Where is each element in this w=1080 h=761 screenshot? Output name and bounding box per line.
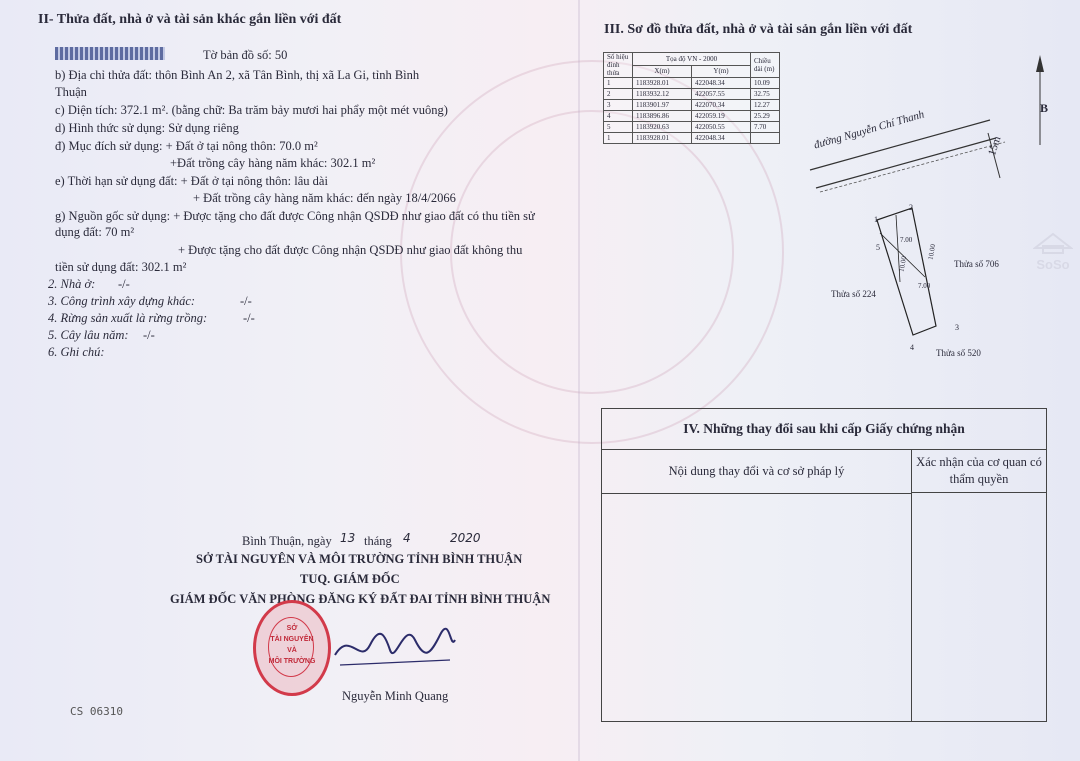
vertex-3: 3: [955, 323, 959, 332]
col-y: Y(m): [692, 65, 751, 78]
origin-line-3: + Được tặng cho đất được Công nhận QSDĐ như giao đất không thu: [178, 243, 523, 257]
coordinate-row: [604, 89, 780, 100]
item-4-label: 4. Rừng sản xuất là rừng trồng:: [48, 311, 208, 325]
vertex-4: 4: [910, 343, 914, 352]
item-4-value: -/-: [243, 311, 255, 325]
coordinate-row: [604, 133, 780, 144]
area: c) Diện tích: 372.1 m². (bằng chữ: Ba trăm bảy mươi hai phẩy một mét vuông): [55, 103, 448, 117]
vertex-id: 1: [604, 133, 633, 144]
usage-form: d) Hình thức sử dụng: Sử dụng riêng: [55, 121, 239, 135]
parcel-706: Thửa số 706: [954, 259, 999, 269]
map-sheet-number: Tờ bản đồ số: 50: [203, 48, 288, 62]
col-coordinates: Tọa độ VN - 2000: [633, 53, 751, 66]
item-6-label: 6. Ghi chú:: [48, 345, 105, 359]
col-vertex: Số hiệu đỉnh thửa: [604, 53, 633, 78]
north-arrow-label: B: [1040, 101, 1049, 115]
edge-length: 12.27: [751, 100, 780, 111]
edge-length: 25.29: [751, 111, 780, 122]
edge-length: 32.75: [751, 89, 780, 100]
road-width: 15m: [986, 134, 1004, 158]
vertex-id: 5: [604, 122, 633, 133]
authority-name: SỞ TÀI NGUYÊN VÀ MÔI TRƯỜNG TỈNH BÌNH THUẬN: [196, 552, 523, 566]
usage-term-1: e) Thời hạn sử dụng đất: + Đất ở tại nông thôn: lâu dài: [55, 174, 328, 188]
edge-length: 10.09: [751, 78, 780, 89]
y-coord: 422050.55: [692, 122, 751, 133]
coordinate-row: [604, 122, 780, 133]
y-coord: 422059.19: [692, 111, 751, 122]
parcel-diagram: [800, 50, 1070, 370]
vertex-1: 1: [874, 215, 878, 224]
x-coord: 1183896.86: [633, 111, 692, 122]
signature: [330, 610, 460, 670]
x-coord: 1183928.01: [633, 133, 692, 144]
y-coord: 422057.55: [692, 89, 751, 100]
item-2-value: -/-: [118, 277, 130, 291]
tuq-title: TUQ. GIÁM ĐỐC: [300, 572, 400, 586]
coordinate-row: [604, 78, 780, 89]
item-3-label: 3. Công trình xây dựng khác:: [48, 294, 196, 308]
y-coord: 422070.34: [692, 100, 751, 111]
coordinate-table: [603, 52, 780, 144]
watermark-logo: SoSo: [1028, 232, 1078, 272]
origin-line-2: dụng đất: 70 m²: [55, 225, 135, 239]
month-label: tháng: [364, 534, 392, 548]
dim-left: 10.00: [897, 255, 909, 273]
vertex-id: 3: [604, 100, 633, 111]
coordinate-row: [604, 100, 780, 111]
section-3-title: III. Sơ đồ thửa đất, nhà ở và tài sản gắn liền với đất: [604, 22, 913, 37]
changes-divider: [911, 493, 912, 721]
signing-place: Bình Thuận, ngày: [242, 534, 332, 548]
col-length: Chiều dài (m): [751, 53, 780, 78]
vertex-id: 4: [604, 111, 633, 122]
col-x: X(m): [633, 65, 692, 78]
vertex-2: 2: [909, 203, 913, 212]
road-name: đường Nguyễn Chí Thanh: [812, 108, 926, 152]
vertex-5: 5: [876, 243, 880, 252]
y-coord: 422048.34: [692, 78, 751, 89]
x-coord: 1183932.12: [633, 89, 692, 100]
x-coord: 1183928.01: [633, 78, 692, 89]
item-3-value: -/-: [240, 294, 252, 308]
y-coord: 422048.34: [692, 133, 751, 144]
item-2-label: 2. Nhà ở:: [48, 277, 96, 291]
origin-line-1: g) Nguồn gốc sử dụng: + Được tặng cho đất được Công nhận QSDĐ như giao đất có thu tiền sử: [55, 209, 535, 223]
usage-purpose-2: +Đất trồng cây hàng năm khác: 302.1 m²: [170, 156, 376, 170]
address-line-1: b) Địa chỉ thửa đất: thôn Bình An 2, xã Tân Bình, thị xã La Gi, tỉnh Bình: [55, 68, 420, 82]
x-coord: 1183901.97: [633, 100, 692, 111]
changes-col-content: Nội dung thay đổi và cơ sở pháp lý: [602, 450, 911, 494]
house-icon: [1033, 232, 1073, 254]
signing-year: 2020: [450, 531, 481, 545]
section-2-title: II- Thửa đất, nhà ở và tài sản khác gắn liền với đất: [38, 12, 342, 27]
dim-bottom: 7.00: [918, 282, 931, 290]
vertex-id: 2: [604, 89, 633, 100]
parcel-224: Thửa số 224: [831, 289, 876, 299]
parcel-520: Thửa số 520: [936, 348, 981, 358]
usage-term-2: + Đất trồng cây hàng năm khác: đến ngày 18/4/2066: [193, 191, 456, 205]
signing-month: 4: [403, 531, 411, 545]
changes-title: IV. Những thay đổi sau khi cấp Giấy chứng nhận: [602, 409, 1046, 450]
edge-length: 7.70: [751, 122, 780, 133]
usage-purpose-1: đ) Mục đích sử dụng: + Đất ở tại nông thôn: 70.0 m²: [55, 139, 318, 153]
changes-table: [601, 408, 1047, 722]
director-title: GIÁM ĐỐC VĂN PHÒNG ĐĂNG KÝ ĐẤT ĐAI TỈNH BÌNH THUẬN: [170, 592, 551, 606]
edge-length: [751, 133, 780, 144]
vertex-id: 1: [604, 78, 633, 89]
origin-line-4: tiền sử dụng đất: 302.1 m²: [55, 260, 187, 274]
serial-number: CS 06310: [70, 705, 123, 718]
dim-top: 7.00: [900, 236, 913, 244]
x-coord: 1183920.63: [633, 122, 692, 133]
dim-right: 10.00: [926, 243, 938, 261]
item-5-value: -/-: [143, 328, 155, 342]
changes-col-confirm: Xác nhận của cơ quan có thẩm quyền: [911, 450, 1046, 493]
redacted-parcel-number: [55, 47, 165, 60]
signing-day: 13: [340, 531, 356, 545]
item-5-label: 5. Cây lâu năm:: [48, 328, 129, 342]
signer-name: Nguyễn Minh Quang: [342, 689, 449, 703]
address-line-2: Thuận: [55, 85, 87, 99]
coordinate-row: [604, 111, 780, 122]
official-seal: SỞ TÀI NGUYÊN VÀ MÔI TRƯỜNG: [253, 600, 331, 696]
